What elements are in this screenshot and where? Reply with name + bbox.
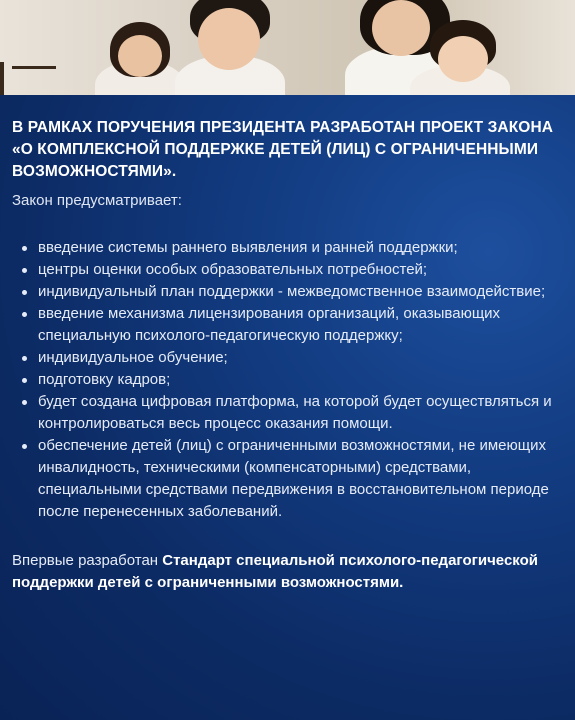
list-item: индивидуальный план поддержки - межведомственное взаимодействие;	[12, 281, 563, 303]
list-item: введение механизма лицензирования организаций, оказывающих специальную психолого-педагогическую поддержку;	[12, 303, 563, 347]
easel-shape	[0, 62, 64, 95]
list-item: подготовку кадров;	[12, 369, 563, 391]
list-item: введение системы раннего выявления и ранней поддержки;	[12, 237, 563, 259]
list-item: индивидуальное обучение;	[12, 347, 563, 369]
list-item: будет создана цифровая платформа, на которой будет осуществляться и контролироваться весь процесс оказания помощи.	[12, 391, 563, 435]
list-item: центры оценки особых образовательных потребностей;	[12, 259, 563, 281]
boy-face	[438, 36, 488, 82]
mother-face	[372, 0, 430, 56]
post-content	[0, 95, 575, 594]
provisions-list	[12, 237, 563, 523]
list-item: обеспечение детей (лиц) с ограниченными возможностями, не имеющих инвалидность, техническими (компенсаторными) средствами, специальными средствами передвижения в восстановительном периоде после перенесенных заболеваний.	[12, 435, 563, 523]
child-face	[118, 35, 162, 77]
family-photo	[0, 0, 575, 95]
footer-standard-title: Стандарт специальной психолого-педагогической поддержки детей с ограниченными возможностями.	[12, 552, 538, 591]
post-title: В РАМКАХ ПОРУЧЕНИЯ ПРЕЗИДЕНТА РАЗРАБОТАН ПРОЕКТ ЗАКОНА «О КОМПЛЕКСНОЙ ПОДДЕРЖКЕ ДЕТЕЙ (ЛИЦ) С ОГРАНИЧЕННЫМИ ВОЗМОЖНОСТЯМИ».	[12, 119, 554, 180]
footer-text	[12, 550, 563, 594]
teacher-face	[198, 8, 260, 70]
footer-prefix: Впервые разработан	[12, 552, 163, 569]
intro-text: Закон предусматривает:	[12, 192, 182, 209]
